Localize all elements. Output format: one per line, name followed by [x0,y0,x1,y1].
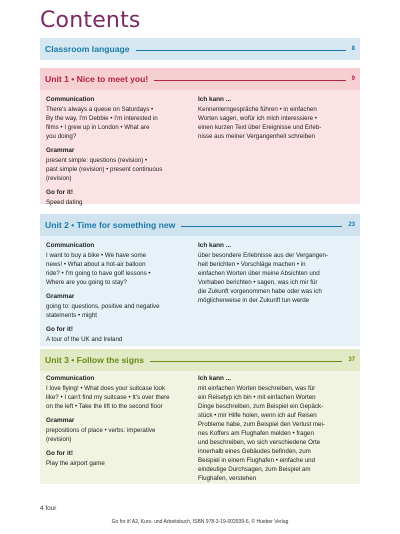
unit-2-section [40,214,360,346]
classroom-language-page: 8 [351,46,355,52]
dotted-leader [154,80,345,81]
go-for-it-text: Speed dating [46,199,83,206]
grammar-heading: Grammar [46,147,75,154]
grammar-text: prepositions of place • verbs: imperative (revision) [46,427,156,443]
unit-1-section [40,68,360,204]
communication-heading: Communication [46,242,95,249]
unit-1-right-column [198,95,354,141]
unit-page: 37 [348,357,355,363]
ich-kann-heading: Ich kann ... [198,242,232,249]
unit-2-left-column [46,241,188,349]
page-title: Contents [40,8,141,33]
grammar-text: present simple: questions (revision) • past simple (revision) • present continuous (revision) [46,157,163,182]
dotted-leader [181,226,342,227]
ich-kann-text: Kennenlerngespräche führen • in einfachen Worten sagen, wofür ich mich interessiere • einen kurzen Text über Ereignisse und Erleb- nisse aus meiner Vergangenheit schreiben [198,106,322,140]
classroom-language-label: Classroom language [45,44,130,54]
communication-text: I love flying! • What does your suitcase look like? • I can't find my suitcase • It's over there on the left • Take the lift to the second floor [46,385,170,410]
dotted-leader [136,50,346,51]
unit-title: Unit 2 • Time for something new [45,220,176,230]
unit-3-left-column [46,374,188,473]
ich-kann-heading: Ich kann ... [198,375,232,382]
unit-2-header[interactable] [40,214,360,236]
grammar-heading: Grammar [46,417,75,424]
copyright-footer: Go for it! A2, Kurs- und Arbeitsbuch, ISBN 978-3-19-002939-6, © Hueber Verlag [111,519,289,525]
unit-title: Unit 1 • Nice to meet you! [45,74,149,84]
unit-1-header[interactable] [40,68,360,90]
unit-3-section [40,349,360,484]
classroom-language-row[interactable] [40,38,360,60]
communication-heading: Communication [46,375,95,382]
unit-2-right-column [198,241,354,305]
go-for-it-heading: Go for it! [46,326,73,333]
unit-title: Unit 3 • Follow the signs [45,355,144,365]
communication-heading: Communication [46,96,95,103]
unit-1-left-column [46,95,188,212]
ich-kann-heading: Ich kann ... [198,96,232,103]
ich-kann-text: über besondere Erlebnisse aus der Vergangen- heit berichten • Vorschläge machen • in einfachen Worten über meine Absichten und Vorhaben berichten • sagen, was ich mir für die Zukunft vorgenommen habe oder was ich möglicherweise in der Zukunft tun werde [198,252,329,304]
dotted-leader [150,361,342,362]
go-for-it-text: Play the airport game [46,460,105,467]
unit-3-header[interactable] [40,349,360,371]
page-number: 4 four [40,505,57,512]
unit-page: 9 [351,76,355,82]
ich-kann-text: mit einfachen Worten beschreiben, was für ein Reisetyp ich bin • mit einfachen Worten Dinge beschreiben, zum Beispiel ein Gepäck- stück • mir Hilfe holen, wenn ich auf Reisen Probleme habe, zum Beispiel den Verlust mei- nes Koffers am Flughafen melden • fragen und beschreiben, wo sich verschiedene Orte innerhalb eines Gebäudes befinden, zum Beispiel in einem Flughafen • einfache und eindeutige Durchsagen, zum Beispiel am Flughafen, verstehen [198,385,325,482]
unit-page: 23 [348,222,355,228]
go-for-it-heading: Go for it! [46,189,73,196]
unit-3-right-column [198,374,354,483]
communication-text: I want to buy a bike • We have some news! • What about a hot-air balloon ride? • I'm going to have golf lessons • Where are you going to stay? [46,252,151,286]
grammar-heading: Grammar [46,293,75,300]
go-for-it-heading: Go for it! [46,450,73,457]
communication-text: There's always a queue on Saturdays • By the way, I'm Debbie • I'm interested in films • I grew up in London • What are you doing? [46,106,158,140]
grammar-text: going to: questions, positive and negative statements • might [46,303,160,319]
go-for-it-text: A tour of the UK and Ireland [46,336,123,343]
